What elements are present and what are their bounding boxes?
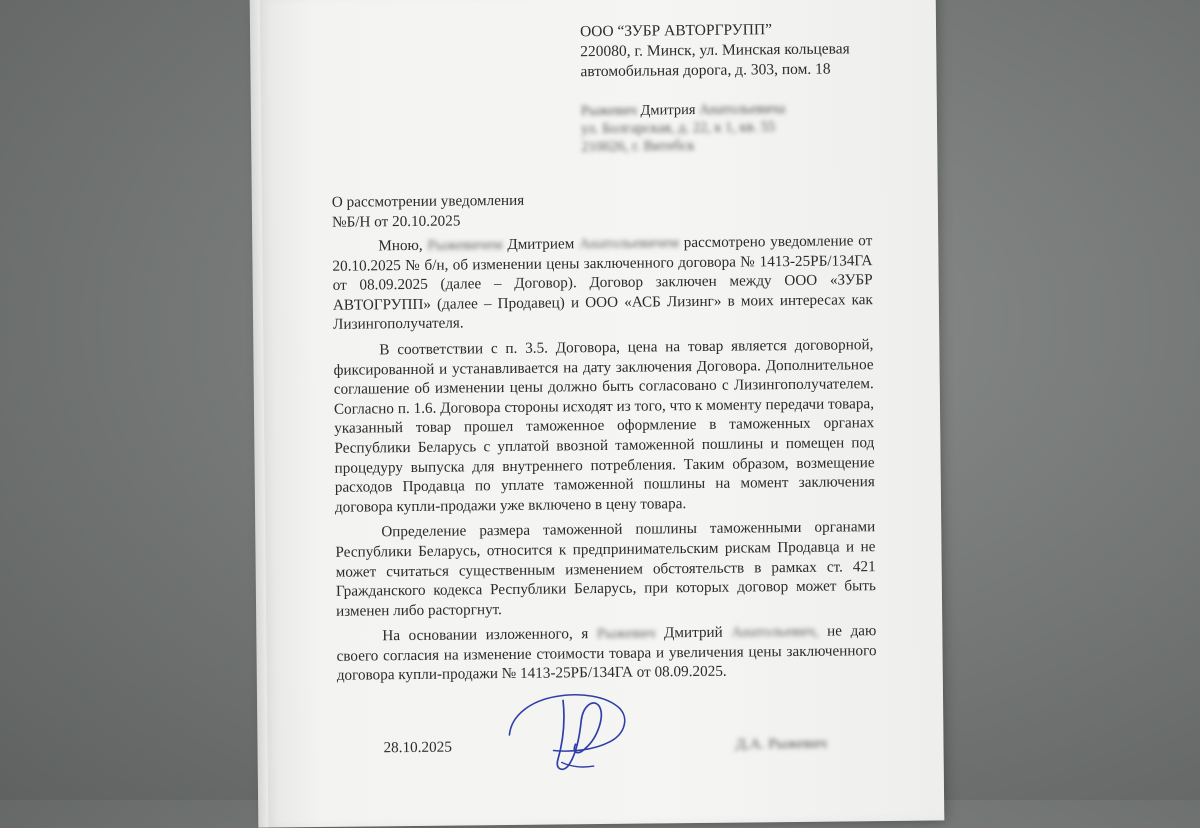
- subject-block: [332, 191, 525, 232]
- recipient-street-redacted: ул. Болгарская, д. 22, к 1, кв. 55: [580, 119, 776, 138]
- paragraph-3: Определение размера таможенной пошлины таможенными органами Республики Беларусь, относится к предпринимательским рискам Продавца и не может считаться существенным изменением обстоятельств в рамках ст. 421 Гражданского кодекса Республики Беларусь, при которых договор может быть изменен либо расторгнут.: [335, 518, 876, 620]
- subject-line2: №Б/Н от 20.10.2025: [331, 212, 461, 231]
- p1-surname-redacted: Рыжевичем: [427, 236, 503, 254]
- p1-start: Мною,: [378, 236, 423, 255]
- recipient-patronymic-redacted: Анатольевича: [699, 101, 786, 118]
- recipient-surname-redacted: Рыжевич: [580, 102, 637, 120]
- p4-first-name: Дмитрий: [663, 624, 723, 642]
- sender-address-line1: 220080, г. Минск, ул. Минская кольцевая: [580, 40, 850, 61]
- sender-address-line2: автомобильная дорога, д. 303, пом. 18: [580, 60, 831, 81]
- sender-address-block: [580, 19, 850, 82]
- p1-rest: рассмотрено уведомление от 20.10.2025 № б/н, об изменении цены заключенного договора № 1413-25РБ/134ГА от 08.09.2025 (далее – Договор). Договор заключен между ООО «ЗУБР АВТОГРУПП» (далее – Продавец) и ООО «АСБ Лизинг» в моих интересах как Лизингополучателя.: [332, 232, 873, 334]
- p1-patronymic-redacted: Анатольевичем: [579, 234, 680, 253]
- p4-patronymic-redacted: Анатольевич,: [731, 623, 819, 641]
- p1-first-name: Дмитрием: [507, 235, 575, 253]
- signature-icon: [501, 676, 642, 787]
- paragraph-2: В соответствии с п. 3.5. Договора, цена на товар является договорной, фиксированной и устанавливается на дату заключения Договора. Дополнительное соглашение об изменении цены должно быть согласовано с Лизингополучателем. Согласно п. 1.6. Договора стороны исходят из того, что к моменту передачи товара, указанный товар прошел таможенное оформление в таможенных органах Республики Беларусь с уплатой ввозной таможенной пошлины и помещен под процедуру выпуска для внутреннего потребления. Таким образом, возмещение расходов Продавца по уплате таможенной пошлины на момент заключения договора купли-продажи уже включено в цену товара.: [333, 336, 875, 516]
- letter-page: [258, 0, 945, 828]
- recipient-name-line: [581, 100, 786, 120]
- sender-company: ООО “ЗУБР АВТОРГРУПП”: [579, 21, 773, 41]
- recipient-first-name: Дмитрия: [640, 101, 696, 119]
- recipient-block: [581, 100, 786, 156]
- p4-start: На основании изложенного, я: [382, 625, 589, 645]
- signer-name-redacted: Д.А. Рыжевич: [735, 734, 827, 753]
- subject-line1: О рассмотрении уведомления: [331, 191, 525, 211]
- p4-rest: не даю своего согласия на изменение стоимости товара и увеличения цены заключенного договора купли-продажи № 1413-25РБ/134ГА от 08.09.2025.: [336, 622, 877, 685]
- letter-date: 28.10.2025: [383, 738, 452, 757]
- paragraph-1: [332, 231, 873, 335]
- p4-surname-redacted: Рыжевич: [596, 624, 656, 643]
- recipient-city-redacted: 210026, г. Витебск: [581, 138, 695, 156]
- letter-body: [332, 231, 877, 686]
